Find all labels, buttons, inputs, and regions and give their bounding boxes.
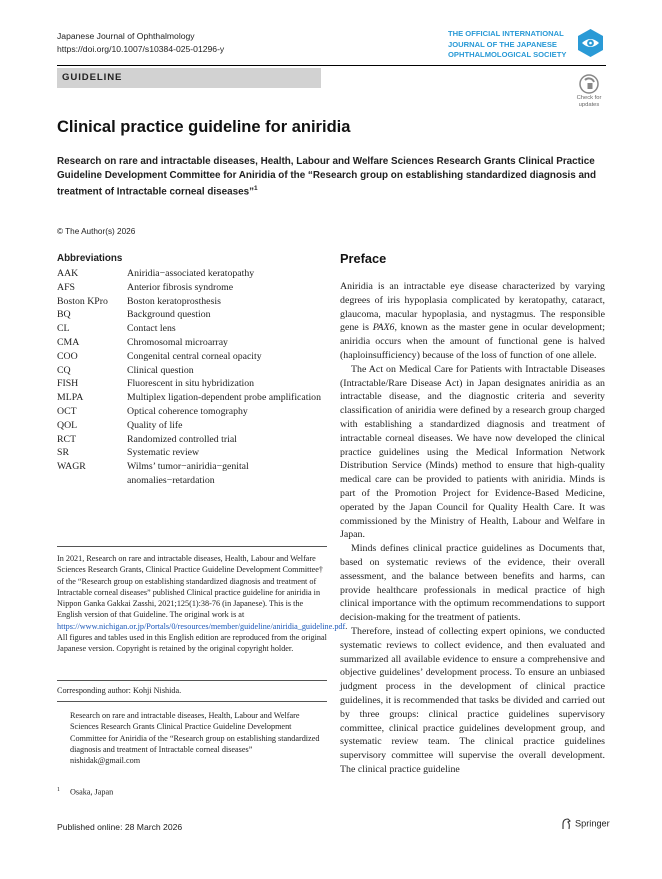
publisher-mark: Springer — [561, 818, 610, 830]
abbreviation-term: AAK — [57, 268, 79, 279]
abbreviation-definition: Background question — [127, 309, 211, 321]
abbreviation-term: BQ — [57, 309, 71, 321]
section-label-bar — [57, 68, 321, 88]
journal-header — [57, 30, 224, 55]
affiliation: $^1$ Osaka, Japan — [57, 787, 114, 797]
jos-eye-logo-icon — [576, 27, 605, 59]
preface-paragraph: The Act on Medical Care for Patients with Intractable Diseases (Intractable/Rare Disease Act) in Japan designates aniridia as an intractable disease, and the diagnostic criteria and severity classification of aniridia were defined by a research group charged with establishing a standardized diagnosis and treatment of intractable corneal diseases. We have now developed the clinical practice guidelines using the Medical Information Network Distribution Service (Minds) method to ensure that high-quality medical care can be provided to patients with aniridia. Minds is part of the Promotion Project for Evidence-Based Medicine, operated by the Japan Council for Quality Health Care. It was commissioned by the Ministry of Health, Labour and Welfare in Japan. — [340, 363, 605, 541]
check-updates-icon — [579, 74, 599, 94]
preface-paragraph: Aniridia is an intractable eye disease characterized by varying degrees of iris hypoplasia complicated by keratopathy, cataract, glaucoma, macular hypoplasia, and nystagmus. The responsible gene is PAX6, known as the master gene in ocular development; aniridia occurs when the amount of functional gene is halved (haploinsufficiency) because of the loss of function of one allele. — [340, 281, 605, 361]
abbreviation-row — [57, 308, 327, 322]
article-title: Clinical practice guideline for aniridia — [57, 118, 351, 136]
publication-note: In 2021, Research on rare and intractable diseases, Health, Labour and Welfare Sciences Research Grants, Clinical Practice Guideline Development Committee† of the “Research group on establishing standardized diagnosis and treatment of Intractable corneal diseases” published Clinical practice guideline for aniridia in Nippon Ganka Gakkai Zasshi, 2021;125(1):38-76 (in Japanese). This is the English version of that Guideline. The original work is at https://www.nichigan.or.jp/Portals/0/resources/member/guideline/aniridia_guideline.pdf. All figures and tables used in this English edition are reproduced from the original Japanese version. Copyright is retained by the original copyright holder. — [57, 554, 348, 654]
journal-name: Japanese Journal of Ophthalmology — [57, 31, 195, 41]
abbreviation-term: MLPA — [57, 392, 84, 404]
abbreviation-definition: Fluorescent in situ hybridization — [127, 378, 255, 390]
abbreviation-row — [57, 419, 327, 433]
abbreviations-list — [57, 267, 327, 488]
abbreviation-definition: Quality of life — [127, 419, 183, 431]
abbreviation-row — [57, 377, 327, 391]
footnote-divider-3 — [57, 701, 327, 702]
guideline-url-link[interactable]: https://www.nichigan.or.jp/Portals/0/resources/member/guideline/aniridia_guideline.pdf — [57, 621, 346, 631]
copyright: © The Author(s) 2026 — [57, 227, 136, 236]
society-name: THE OFFICIAL INTERNATIONAL JOURNAL OF THE JAPANESE OPHTHALMOLOGICAL SOCIETY — [448, 29, 567, 60]
author-group: Research on rare and intractable diseases, Health, Labour and Welfare Sciences Research Grants Clinical Practice Guideline Development Committee for Aniridia of the “Research group on establishing standardized diagnosis and treatment of Intractable corneal diseases”$^1$ — [57, 156, 596, 198]
doi-link[interactable]: https://doi.org/10.1007/s10384-025-01296-y — [57, 43, 225, 54]
footnote-divider — [57, 546, 327, 547]
author-address: Research on rare and intractable diseases, Health, Labour and Welfare Sciences Research Grants Clinical Practice Guideline Development Committee for Aniridia of the “Research group on establishing standardized diagnosis and treatment of Intractable corneal diseases” nishidak@gmail.com — [70, 711, 320, 766]
preface-body — [340, 280, 605, 777]
abbreviation-definition: Clinical question — [127, 364, 194, 376]
abbreviation-row — [57, 405, 327, 419]
abbreviation-definition: Contact lens — [127, 323, 176, 335]
abbreviation-row — [57, 295, 327, 309]
abbreviation-term: FISH — [57, 378, 79, 390]
abbreviation-term: Boston KPro — [57, 295, 108, 307]
abbreviation-row — [57, 446, 327, 460]
corresponding-author: Corresponding author: Kohji Nishida. — [57, 686, 182, 695]
abbreviation-row — [57, 364, 327, 378]
abbreviation-definition: Systematic review — [127, 447, 200, 459]
springer-horse-icon — [561, 818, 572, 830]
check-for-updates-badge[interactable]: Check for updates — [573, 74, 605, 109]
abbreviation-term: AFS — [57, 281, 75, 293]
abbreviation-row — [57, 350, 327, 364]
published-date: Published online: 28 March 2026 — [57, 822, 183, 832]
abbreviation-row — [57, 460, 327, 488]
abbreviation-term: CQ — [57, 364, 71, 376]
abbreviation-term: OCT — [57, 405, 77, 417]
abbreviation-definition: Optical coherence tomography — [127, 405, 248, 417]
abbreviation-definition: Congenital central corneal opacity — [127, 350, 262, 362]
abbreviation-row — [57, 433, 327, 447]
abbreviation-term: CL — [57, 323, 70, 335]
abbreviation-definition: Wilms’ tumor−aniridia−genital anomalies−retardation — [127, 461, 249, 486]
abbreviation-definition: Multiplex ligation-dependent probe amplification — [127, 392, 321, 404]
abbreviation-term: WAGR — [57, 461, 86, 473]
footnote-divider-2 — [57, 680, 327, 681]
abbreviation-row — [57, 391, 327, 405]
abbreviation-term: COO — [57, 350, 78, 362]
abbreviation-term: SR — [57, 447, 69, 459]
abbreviation-row — [57, 322, 327, 336]
abbreviation-definition: Anterior fibrosis syndrome — [127, 281, 234, 293]
abbreviation-term: RCT — [57, 433, 77, 445]
affiliation-ref[interactable]: 1 — [254, 185, 258, 192]
abbreviation-term: CMA — [57, 336, 80, 348]
preface-paragraph: Therefore, instead of collecting expert opinions, we conducted systematic reviews to collect evidence, and then evaluated and summarized all available evidence to ensure a comprehensive and objective guidelines’ development process. To ensure an unbiased judgment process in the development of clinical practice guidelines, it is recommended that tasks be divided and carried out by three groups: clinical practice guidelines supervisory committee, clinical practice guidelines development group, and systematic review team. The clinical practice guidelines supervisory committee will supervise the overall development. The clinical practice guideline — [340, 625, 605, 775]
abbreviation-row — [57, 336, 327, 350]
gene-name: PAX6 — [372, 322, 395, 334]
section-label: GUIDELINE — [62, 72, 123, 83]
author-email[interactable]: nishidak@gmail.com — [70, 756, 141, 766]
abbreviations-heading: Abbreviations — [57, 253, 123, 264]
preface-heading: Preface — [340, 251, 387, 266]
preface-paragraph: Minds defines clinical practice guidelines as Documents that, based on systematic reviews of the evidence, their overall assessment, and the balance between benefits and harms, can provide healthcare professionals in medical practice of high clinical importance with the optimum recommendations to support decision-making for the treatment of patients. — [340, 543, 605, 624]
abbreviation-row — [57, 267, 327, 281]
abbreviation-term: QOL — [57, 419, 78, 431]
header-rule — [57, 65, 606, 66]
abbreviation-definition: Randomized controlled trial — [127, 433, 237, 445]
abbreviation-definition: Aniridia−associated keratopathy — [127, 268, 255, 279]
abbreviation-definition: Boston keratoprosthesis — [127, 295, 221, 307]
abbreviation-definition: Chromosomal microarray — [127, 336, 228, 348]
abbreviation-row — [57, 281, 327, 295]
